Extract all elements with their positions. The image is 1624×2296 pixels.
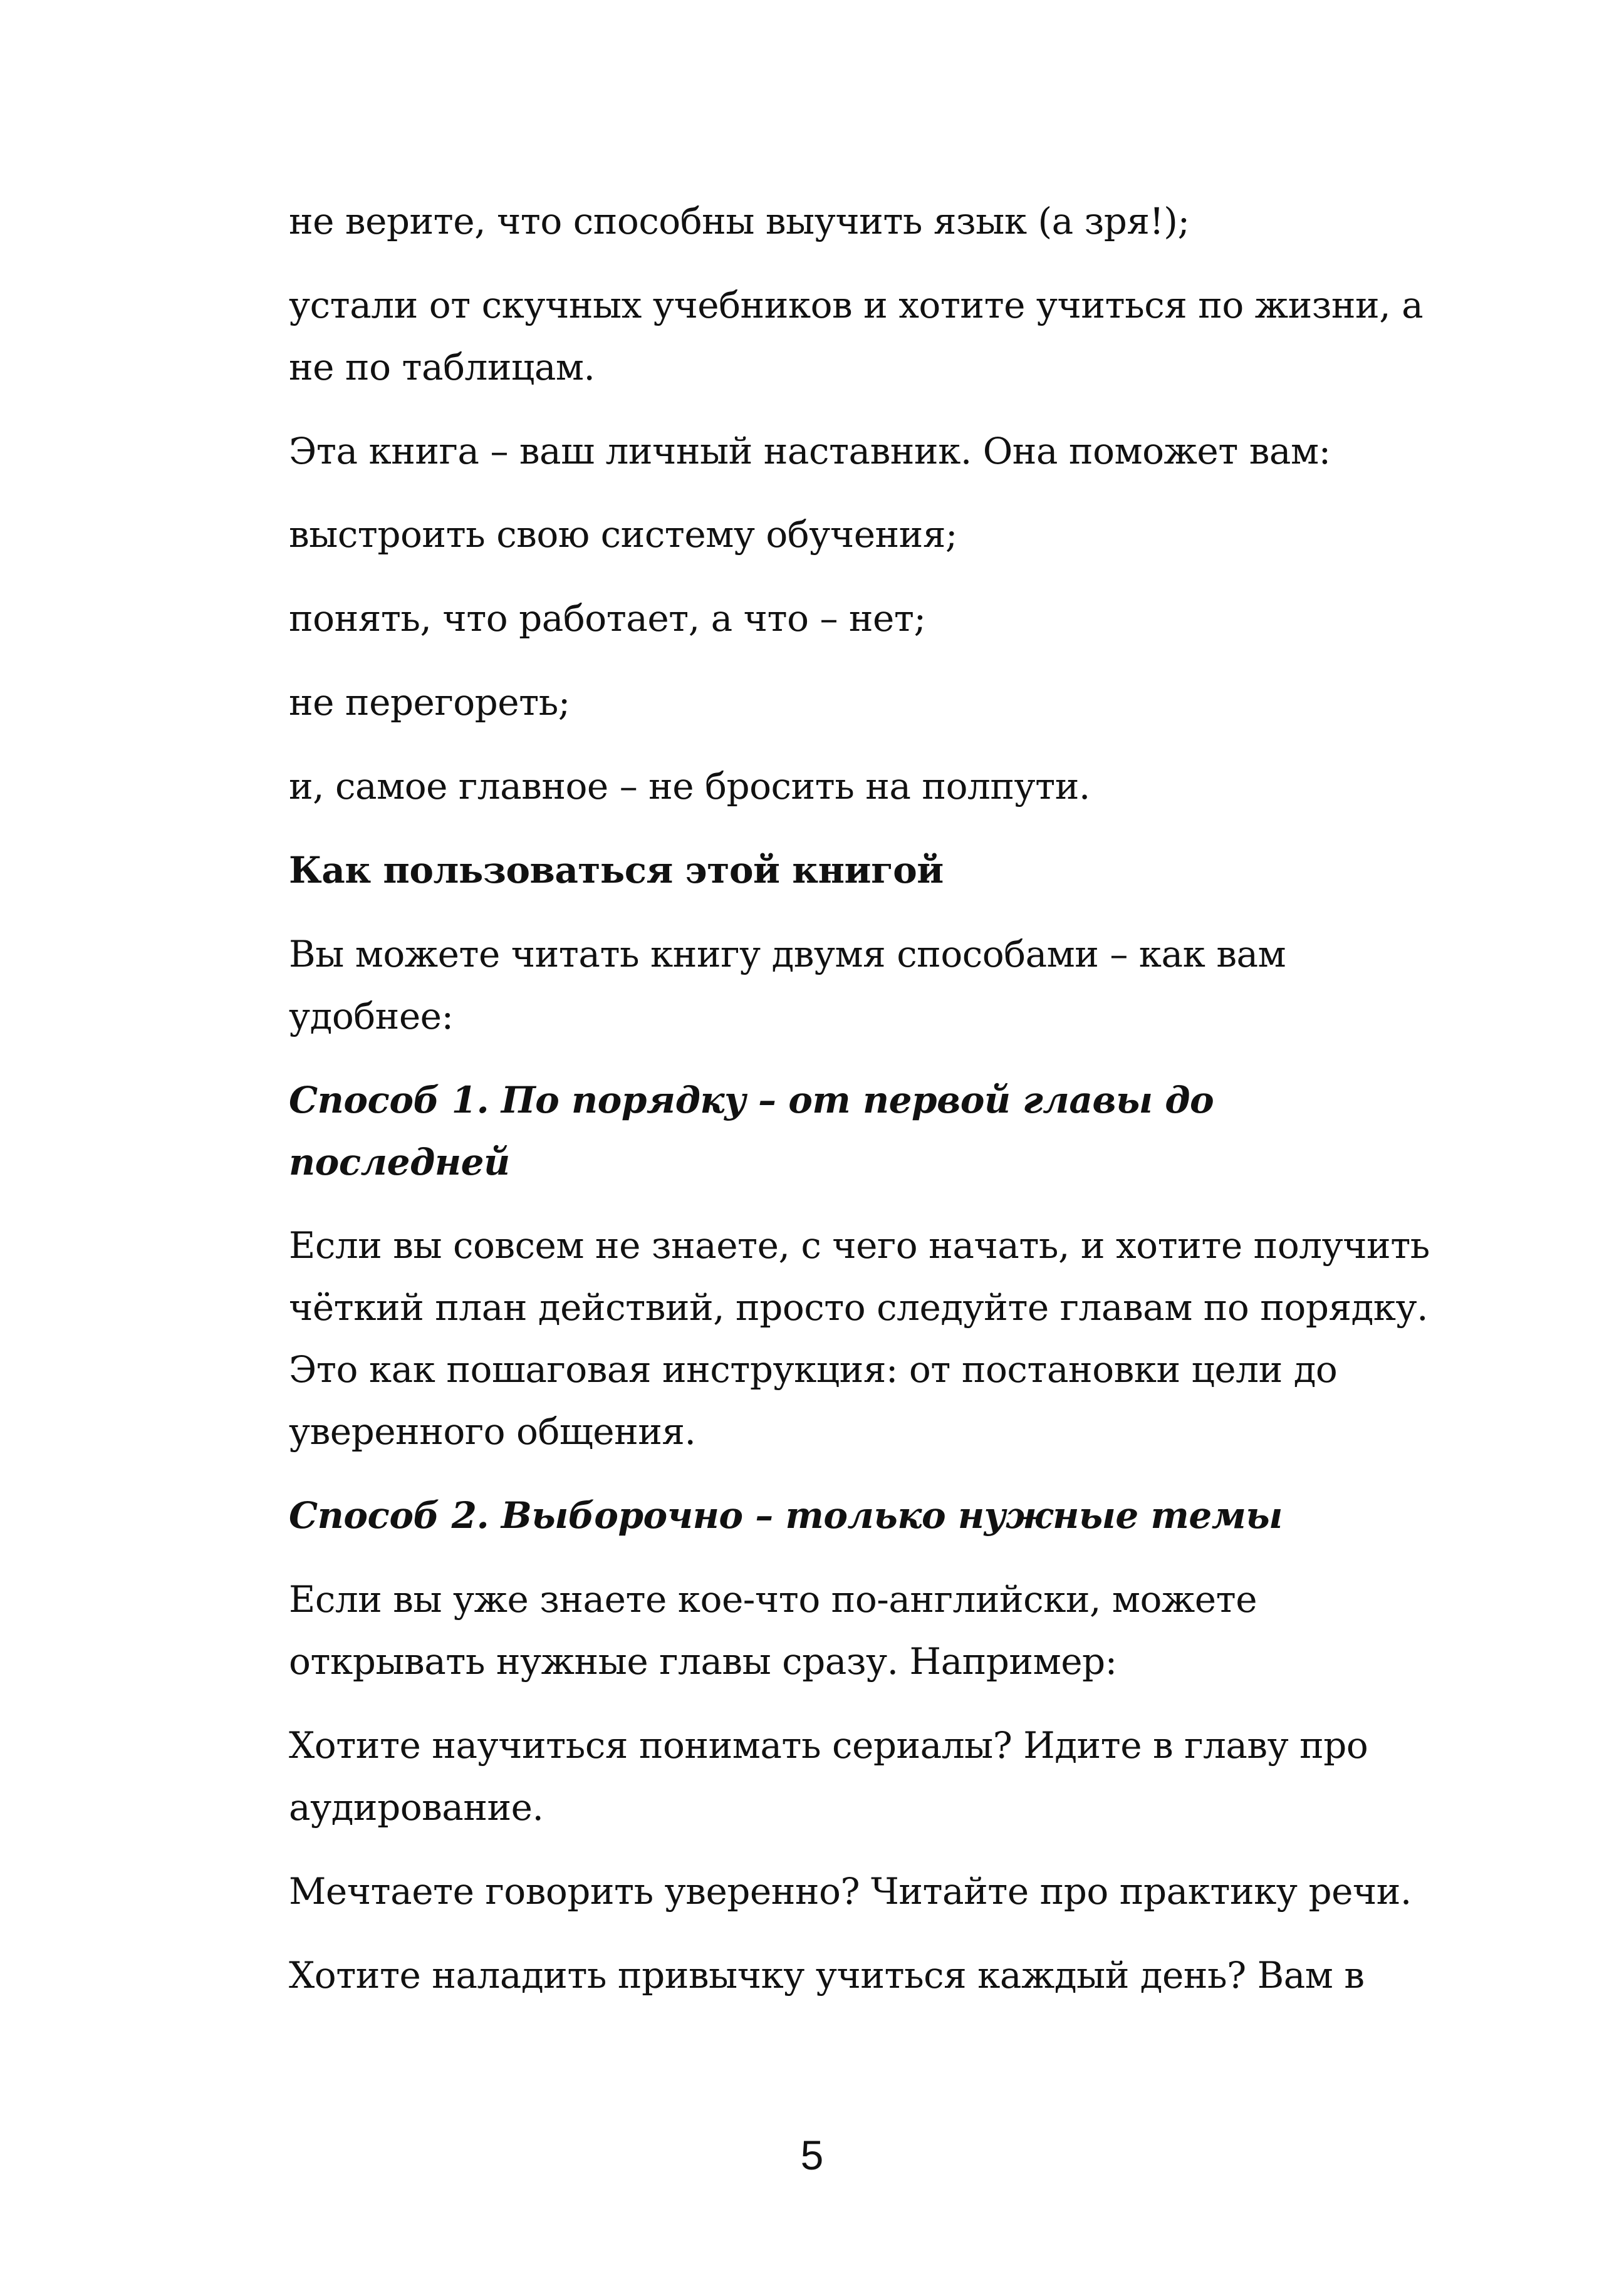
text-line: Если вы совсем не знаете, с чего начать, и хотите получить <box>289 1224 1430 1267</box>
text-line: и, самое главное – не бросить на полпути. <box>289 765 1090 808</box>
text-line: устали от скучных учебников и хотите учиться по жизни, а <box>289 284 1424 326</box>
text-line: Вы можете читать книгу двумя способами – как вам <box>289 933 1286 975</box>
text-line: не по таблицам. <box>289 346 595 388</box>
text-line: Эта книга – ваш личный наставник. Она поможет вам: <box>289 430 1331 472</box>
text-line: Хотите наладить привычку учиться каждый день? Вам в <box>289 1954 1365 1997</box>
text-line: Хотите научиться понимать сериалы? Идите в главу про <box>289 1724 1368 1767</box>
text-line: понять, что работает, а что – нет; <box>289 597 926 640</box>
section-heading: Как пользоваться этой книгой <box>289 849 944 891</box>
text-line: выстроить свою систему обучения; <box>289 513 957 556</box>
text-line: Если вы уже знаете кое-что по-английски, можете <box>289 1578 1257 1621</box>
text-line: открывать нужные главы сразу. Например: <box>289 1640 1117 1683</box>
text-line: не перегореть; <box>289 681 570 724</box>
subheading: Способ 1. По порядку – от первой главы до <box>289 1079 1214 1121</box>
page-number: 5 <box>800 2132 824 2178</box>
text-line: чёткий план действий, просто следуйте главам по порядку. <box>289 1286 1429 1329</box>
text-line: не верите, что способны выучить язык (а зря!); <box>289 200 1190 242</box>
subheading: Способ 2. Выборочно – только нужные темы <box>289 1494 1283 1537</box>
text-line: уверенного общения. <box>289 1410 696 1453</box>
text-line: Это как пошаговая инструкция: от постановки цели до <box>289 1348 1338 1391</box>
text-line: аудирование. <box>289 1786 544 1829</box>
subheading: последней <box>289 1141 510 1183</box>
text-line: удобнее: <box>289 995 454 1037</box>
text-line: Мечтаете говорить уверенно? Читайте про практику речи. <box>289 1870 1412 1913</box>
